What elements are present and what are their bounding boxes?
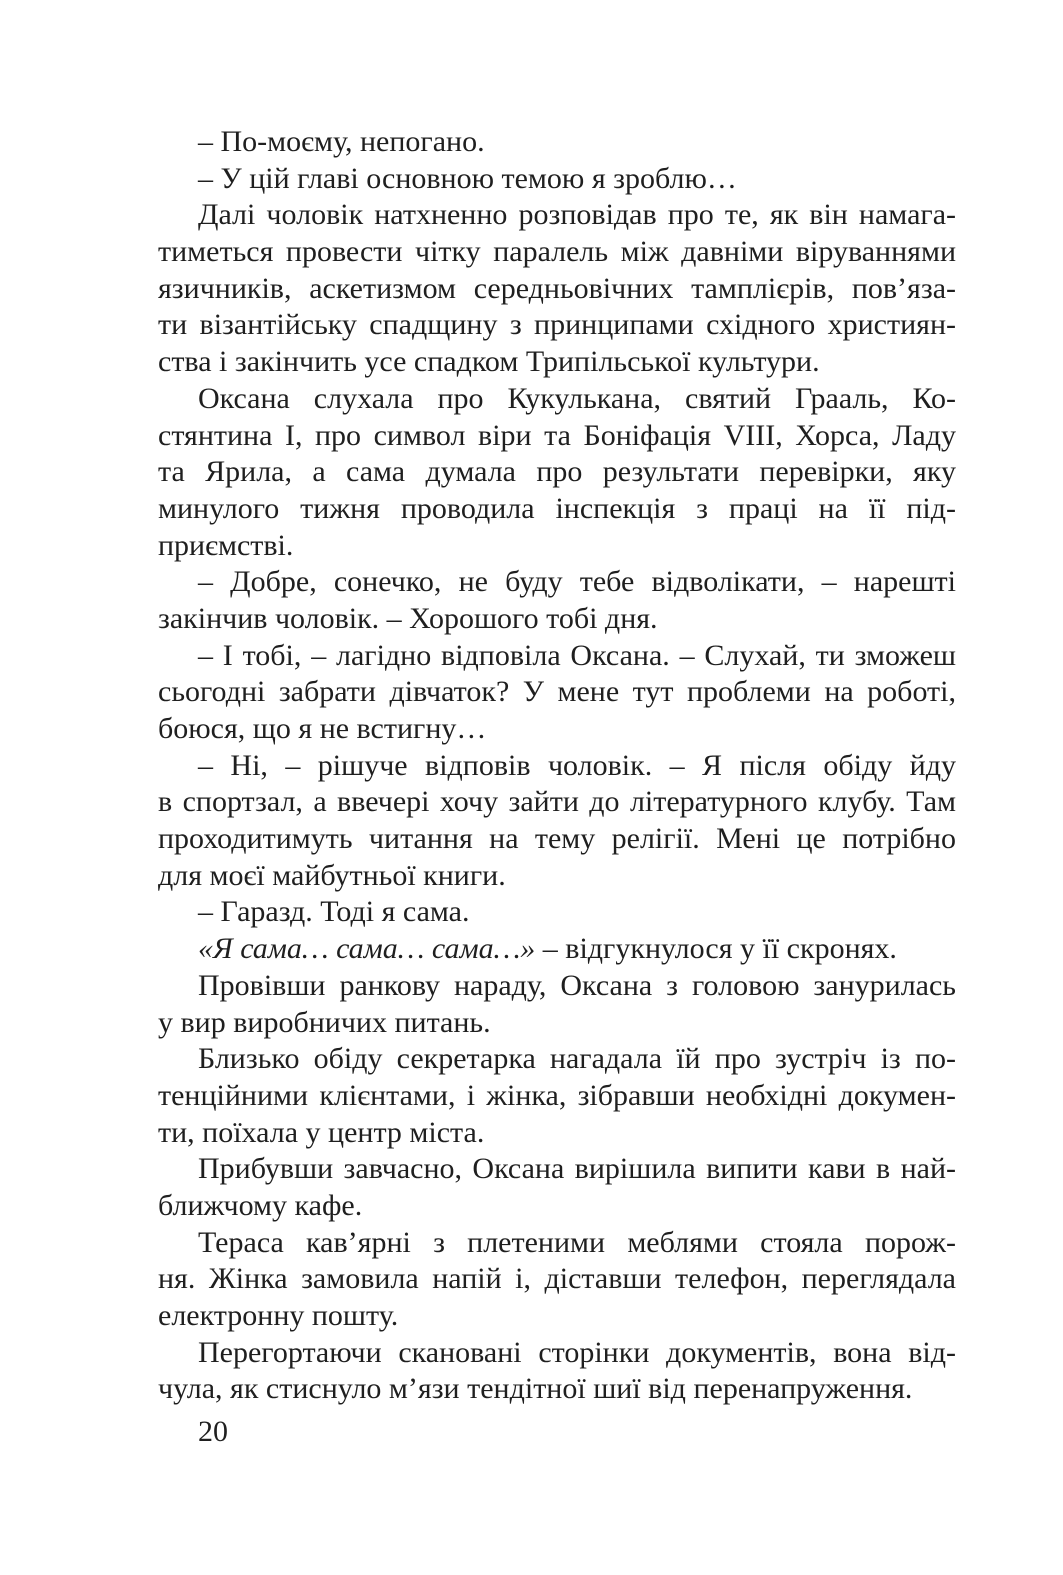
text-line: тиметься провести чітку паралель між давніми віруваннями [158, 235, 956, 269]
text-line: язичників, аскетизмом середньовічних тамплієрів, пов’яза- [158, 271, 956, 305]
text-line: – По-моєму, непогано. [198, 125, 485, 158]
text-line: проходитимуть читання на тему релігії. Мені це потрібно [158, 822, 956, 856]
text-line: боюся, що я не встигну… [158, 712, 487, 745]
text-line: минулого тижня проводила інспекція з праці на її під- [158, 491, 956, 525]
text-line: чула, як стиснуло м’язи тендітної шиї від перенапруження. [158, 1372, 913, 1406]
text-line: Оксана слухала про Кукулькана, святий Грааль, Ко- [198, 381, 956, 415]
text-line: – У цій главі основною темою я зроблю… [198, 161, 737, 195]
text-line: Прибувши завчасно, Оксана вирішила випити кави в най- [198, 1152, 956, 1186]
text-line: ня. Жінка замовила напій і, діставши телефон, переглядала [158, 1262, 956, 1296]
page-number: 20 [198, 1415, 228, 1448]
text-line: Провівши ранкову нараду, Оксана з головою занурилась [198, 968, 956, 1002]
text-line: у вир виробничих питань. [158, 1005, 491, 1039]
text-line: закінчив чоловік. – Хорошого тобі дня. [158, 601, 658, 635]
text-line: Далі чоловік натхненно розповідав про те, як він намага- [198, 198, 956, 232]
text-line: ближчому кафе. [158, 1188, 363, 1222]
text-line: ства і закінчить усе спадком Трипільської культури. [158, 345, 820, 379]
page-body-text [158, 124, 956, 1408]
text-line: ти візантійську спадщину з принципами східного християн- [158, 308, 956, 342]
text-line: – Гаразд. Тоді я сама. [198, 895, 470, 929]
italic-quote: «Я сама… сама… сама…» [198, 932, 536, 966]
text-line: – Ні, – рішуче відповів чоловік. – Я після обіду йду [198, 748, 956, 782]
text-line: Тераса кав’ярні з плетеними меблями стояла порож- [198, 1225, 956, 1259]
quote-continuation: – відгукнулося у її скронях. [535, 932, 897, 966]
text-line: – Добре, сонечко, не буду тебе відволікати, – нарешті [198, 565, 956, 599]
text-line: в спортзал, а ввечері хочу зайти до літературного клубу. Там [158, 785, 956, 819]
text-line: Близько обіду секретарка нагадала їй про зустріч із по- [198, 1042, 956, 1076]
text-line: – І тобі, – лагідно відповіла Оксана. – Слухай, ти зможеш [198, 638, 956, 672]
text-line: тенційними клієнтами, і жінка, зібравши необхідні докумен- [158, 1078, 956, 1112]
text-line: приємстві. [158, 528, 294, 562]
text-line: електронну пошту. [158, 1299, 399, 1332]
text-line: та Ярила, а сама думала про результати перевірки, яку [158, 455, 956, 489]
text-line: сьогодні забрати дівчаток? У мене тут проблеми на роботі, [158, 675, 956, 709]
text-line: ти, поїхала у центр міста. [158, 1115, 485, 1149]
text-line-italic-quote [158, 931, 956, 968]
text-line: Перегортаючи скановані сторінки документів, вона від- [198, 1335, 956, 1369]
text-line: для моєї майбутньої книги. [158, 858, 506, 892]
text-line: стянтина І, про символ віри та Боніфація VIII, Хорса, Ладу [158, 418, 956, 452]
